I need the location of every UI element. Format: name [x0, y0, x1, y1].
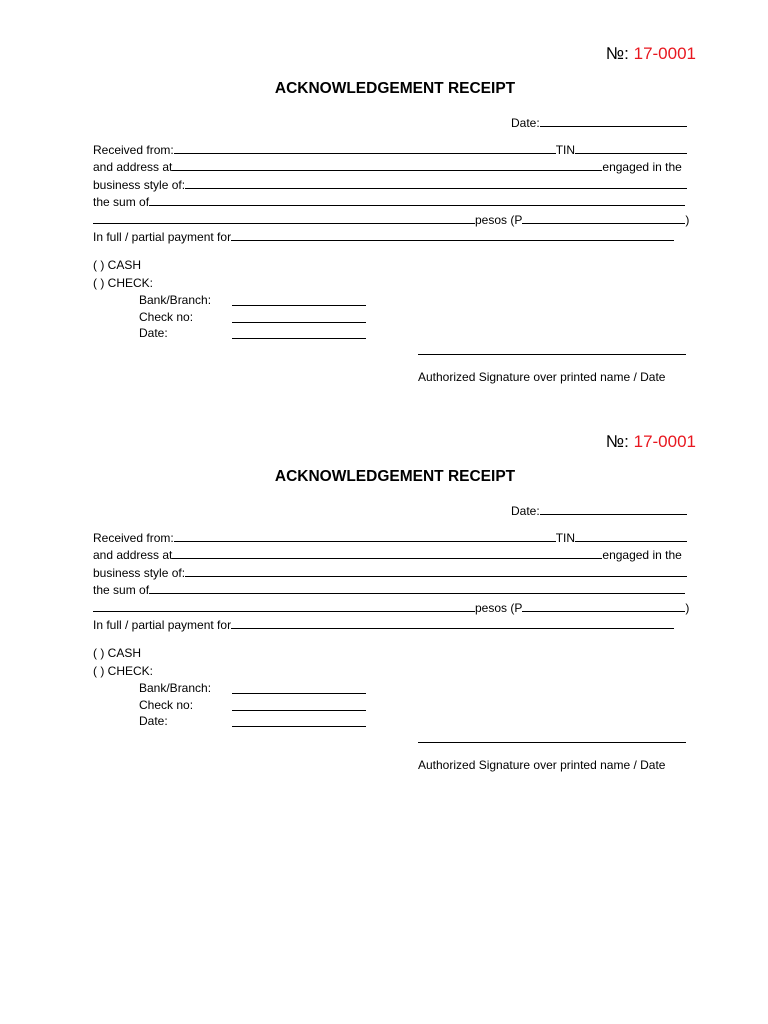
check-no-label: Check no:: [139, 698, 194, 712]
pesos-row: [93, 212, 689, 228]
received-from-label: Received from:: [93, 143, 174, 157]
check-date-label: Date:: [139, 714, 168, 728]
cash-option[interactable]: ( ) CASH: [93, 646, 141, 660]
check-no-field[interactable]: [232, 311, 366, 323]
address-label: and address at: [93, 548, 173, 562]
received-from-row: [93, 530, 687, 546]
pesos-close: ): [685, 601, 690, 615]
pesos-label: pesos (P: [475, 601, 523, 615]
business-style-field[interactable]: [185, 565, 687, 577]
check-date-label: Date:: [139, 326, 168, 340]
bank-branch-field[interactable]: [232, 294, 366, 306]
address-label: and address at: [93, 160, 173, 174]
receipt-number-value: 17-0001: [633, 432, 696, 451]
signature-caption: Authorized Signature over printed name / Date: [418, 370, 666, 384]
engaged-label: engaged in the: [602, 548, 682, 562]
receipt-number-label: №:: [605, 432, 629, 451]
date-field[interactable]: [540, 503, 687, 515]
sum-words-field-2[interactable]: [93, 600, 475, 612]
address-field[interactable]: [172, 547, 602, 559]
bank-branch-label: Bank/Branch:: [139, 681, 212, 695]
business-style-row: [93, 565, 687, 581]
date-label: Date:: [511, 504, 540, 518]
pesos-label: pesos (P: [475, 213, 523, 227]
sum-label: the sum of: [93, 583, 150, 597]
check-date-row: [139, 713, 168, 729]
check-no-row: [139, 697, 193, 713]
business-style-field[interactable]: [185, 177, 687, 189]
pesos-amount-field[interactable]: [522, 212, 685, 224]
sum-row: [93, 194, 685, 210]
check-no-field[interactable]: [232, 699, 366, 711]
pesos-row: [93, 600, 689, 616]
check-option[interactable]: ( ) CHECK:: [93, 664, 153, 678]
receipt-title: ACKNOWLEDGEMENT RECEIPT: [274, 468, 516, 485]
sum-words-field[interactable]: [149, 194, 685, 206]
business-style-label: business style of:: [93, 178, 186, 192]
tin-field[interactable]: [575, 530, 687, 542]
payment-label: In full / partial payment for: [93, 618, 232, 632]
payment-row: [93, 617, 674, 633]
date-row: [511, 503, 687, 519]
signature-line[interactable]: [418, 742, 686, 743]
check-date-field[interactable]: [232, 327, 366, 339]
receipt-number-label: №:: [605, 44, 629, 63]
bank-branch-field[interactable]: [232, 682, 366, 694]
receipt-number: [606, 44, 696, 64]
address-row: [93, 547, 682, 563]
tin-label: TIN: [555, 531, 576, 545]
received-from-field[interactable]: [174, 530, 556, 542]
receipt-2: [0, 388, 768, 776]
check-no-label: Check no:: [139, 310, 194, 324]
tin-field[interactable]: [575, 142, 687, 154]
tin-label: TIN: [555, 143, 576, 157]
pesos-close: ): [685, 213, 690, 227]
receipt-1: [0, 0, 768, 388]
sum-row: [93, 582, 685, 598]
check-date-field[interactable]: [232, 715, 366, 727]
business-style-label: business style of:: [93, 566, 186, 580]
check-no-row: [139, 309, 193, 325]
bank-branch-label: Bank/Branch:: [139, 293, 212, 307]
engaged-label: engaged in the: [602, 160, 682, 174]
payment-label: In full / partial payment for: [93, 230, 232, 244]
receipt-title: ACKNOWLEDGEMENT RECEIPT: [274, 80, 516, 97]
date-field[interactable]: [540, 115, 687, 127]
signature-line[interactable]: [418, 354, 686, 355]
payment-row: [93, 229, 674, 245]
payment-for-field[interactable]: [231, 229, 674, 241]
receipt-number-value: 17-0001: [633, 44, 696, 63]
date-row: [511, 115, 687, 131]
pesos-amount-field[interactable]: [522, 600, 685, 612]
receipt-number: [606, 432, 696, 452]
received-from-row: [93, 142, 687, 158]
payment-for-field[interactable]: [231, 617, 674, 629]
address-row: [93, 159, 682, 175]
cash-option[interactable]: ( ) CASH: [93, 258, 141, 272]
received-from-field[interactable]: [174, 142, 556, 154]
address-field[interactable]: [172, 159, 602, 171]
received-from-label: Received from:: [93, 531, 174, 545]
date-label: Date:: [511, 116, 540, 130]
bank-branch-row: [139, 292, 211, 308]
signature-caption: Authorized Signature over printed name / Date: [418, 758, 666, 772]
sum-words-field-2[interactable]: [93, 212, 475, 224]
sum-label: the sum of: [93, 195, 150, 209]
business-style-row: [93, 177, 687, 193]
check-date-row: [139, 325, 168, 341]
check-option[interactable]: ( ) CHECK:: [93, 276, 153, 290]
bank-branch-row: [139, 680, 211, 696]
sum-words-field[interactable]: [149, 582, 685, 594]
